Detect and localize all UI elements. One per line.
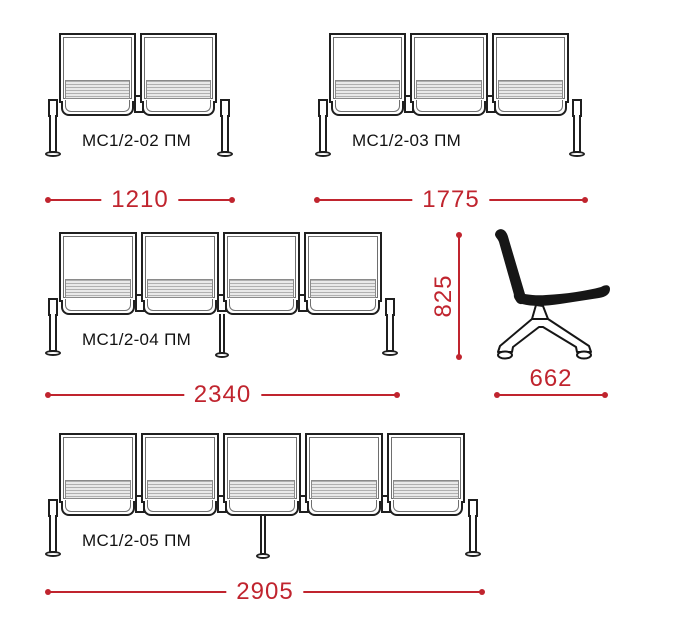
seat-mesh-panel bbox=[146, 80, 211, 99]
leg-foot bbox=[465, 551, 481, 557]
depth-dimension bbox=[497, 365, 605, 396]
seat-back bbox=[410, 33, 487, 103]
leg-foot bbox=[382, 350, 398, 356]
dimension-value: 1210 bbox=[101, 188, 178, 212]
bench-end-leg bbox=[48, 99, 58, 163]
length-dimension bbox=[317, 186, 585, 213]
dimension-line bbox=[499, 394, 603, 396]
bench-3-seat-figure bbox=[318, 33, 582, 165]
seat-pan-inner-line bbox=[65, 100, 130, 112]
seat-back bbox=[223, 433, 301, 503]
seat-mesh-panel bbox=[416, 80, 481, 99]
seat-pan-inner-line bbox=[146, 100, 211, 112]
bench-end-leg bbox=[220, 99, 230, 163]
seat-mesh-panel bbox=[147, 279, 213, 298]
seat-mesh-panel bbox=[147, 480, 213, 499]
dimension-endpoint-dot bbox=[314, 197, 320, 203]
seat-pan bbox=[225, 501, 299, 516]
seat-mesh-panel bbox=[311, 480, 377, 499]
leg-foot bbox=[315, 151, 331, 157]
leg-post bbox=[221, 115, 229, 153]
leg-post bbox=[49, 515, 57, 553]
chair-stem bbox=[532, 305, 548, 319]
dimension-endpoint-dot bbox=[494, 392, 500, 398]
leg-post bbox=[219, 314, 225, 354]
chair-base-legs bbox=[498, 319, 591, 352]
seat-back bbox=[141, 232, 219, 302]
seat-pan bbox=[307, 501, 381, 516]
seat-back bbox=[387, 433, 465, 503]
leg-foot bbox=[45, 551, 61, 557]
dimension-endpoint-dot bbox=[45, 197, 51, 203]
leg-post bbox=[319, 115, 327, 153]
dimension-endpoint-dot bbox=[394, 392, 400, 398]
seat-mesh-panel bbox=[65, 480, 131, 499]
dimension-value: 1775 bbox=[412, 188, 489, 212]
chair-foot-left bbox=[498, 352, 512, 359]
bench-end-leg bbox=[48, 499, 58, 563]
dimension-value: 662 bbox=[529, 365, 573, 392]
chair-backrest bbox=[495, 229, 526, 304]
seat-back bbox=[59, 33, 136, 103]
chair-side-view-svg bbox=[486, 226, 618, 366]
seat-pan bbox=[61, 300, 135, 315]
seat-pan-inner-line bbox=[229, 299, 295, 311]
seat-pan-inner-line bbox=[393, 500, 459, 512]
dimension-value: 2905 bbox=[226, 580, 303, 604]
length-dimension bbox=[48, 381, 397, 408]
length-dimension bbox=[48, 186, 232, 213]
seat-pan-inner-line bbox=[335, 100, 400, 112]
seat-pan-inner-line bbox=[498, 100, 563, 112]
seat-pan bbox=[306, 300, 380, 315]
leg-foot bbox=[215, 352, 229, 358]
seat-pan bbox=[143, 300, 217, 315]
leg-post bbox=[573, 115, 581, 153]
bench-end-leg bbox=[468, 499, 478, 563]
leg-foot bbox=[256, 553, 270, 559]
seat-pan-inner-line bbox=[416, 100, 481, 112]
seat-pan-inner-line bbox=[229, 500, 295, 512]
height-dimension bbox=[430, 234, 460, 358]
seat-pan-inner-line bbox=[311, 500, 377, 512]
dimension-line bbox=[458, 236, 460, 356]
seat-back bbox=[59, 232, 137, 302]
dimension-value: 825 bbox=[430, 274, 457, 318]
seat-pan bbox=[61, 501, 135, 516]
seat-back bbox=[304, 232, 382, 302]
seat-mesh-panel bbox=[229, 279, 295, 298]
seat-pan-inner-line bbox=[310, 299, 376, 311]
bench-2-seat-figure bbox=[48, 33, 230, 165]
seat-mesh-panel bbox=[229, 480, 295, 499]
bench-middle-leg bbox=[260, 515, 266, 561]
dimension-endpoint-dot bbox=[582, 197, 588, 203]
seat-pan bbox=[412, 101, 485, 116]
seat-pan bbox=[142, 101, 215, 116]
bench-end-leg bbox=[48, 298, 58, 362]
leg-foot bbox=[217, 151, 233, 157]
dimension-endpoint-dot bbox=[456, 232, 462, 238]
leg-foot bbox=[569, 151, 585, 157]
seat-mesh-panel bbox=[335, 80, 400, 99]
seat-pan-inner-line bbox=[65, 299, 131, 311]
bench-end-leg bbox=[385, 298, 395, 362]
seat-back bbox=[329, 33, 406, 103]
seat-back bbox=[59, 433, 137, 503]
leg-post bbox=[49, 115, 57, 153]
leg-foot bbox=[45, 350, 61, 356]
seat-pan bbox=[143, 501, 217, 516]
seat-pan bbox=[331, 101, 404, 116]
leg-post bbox=[260, 515, 266, 555]
dimension-endpoint-dot bbox=[479, 589, 485, 595]
dimension-endpoint-dot bbox=[456, 354, 462, 360]
leg-foot bbox=[45, 151, 61, 157]
bench-5-seat-figure bbox=[48, 433, 478, 565]
seat-pan bbox=[225, 300, 299, 315]
seat-pan-inner-line bbox=[147, 500, 213, 512]
dimension-value: 2340 bbox=[184, 383, 261, 407]
seat-back bbox=[223, 232, 301, 302]
length-dimension bbox=[48, 578, 482, 605]
seat-back bbox=[492, 33, 569, 103]
bench-end-leg bbox=[572, 99, 582, 163]
leg-post bbox=[49, 314, 57, 352]
bench-model-label: МС1/2-04 ПМ bbox=[82, 330, 192, 349]
dimension-endpoint-dot bbox=[45, 589, 51, 595]
bench-model-label: МС1/2-02 ПМ bbox=[82, 131, 192, 150]
seat-mesh-panel bbox=[65, 80, 130, 99]
bench-end-leg bbox=[318, 99, 328, 163]
leg-post bbox=[386, 314, 394, 352]
dimension-endpoint-dot bbox=[45, 392, 51, 398]
bench-model-label: МС1/2-05 ПМ bbox=[82, 531, 192, 550]
chair-foot-right bbox=[577, 352, 591, 359]
chair-side-view bbox=[486, 226, 618, 366]
seat-pan bbox=[494, 101, 567, 116]
bench-4-seat-figure bbox=[48, 232, 395, 364]
bench-middle-leg bbox=[219, 314, 225, 360]
bench-model-label: МС1/2-03 ПМ bbox=[352, 131, 462, 150]
seat-mesh-panel bbox=[310, 279, 376, 298]
seat-mesh-panel bbox=[393, 480, 459, 499]
seat-back bbox=[305, 433, 383, 503]
seat-back bbox=[140, 33, 217, 103]
chair-seat bbox=[514, 285, 610, 306]
seat-mesh-panel bbox=[498, 80, 563, 99]
seat-pan-inner-line bbox=[65, 500, 131, 512]
seat-back bbox=[141, 433, 219, 503]
seat-pan-inner-line bbox=[147, 299, 213, 311]
dimension-endpoint-dot bbox=[229, 197, 235, 203]
leg-post bbox=[469, 515, 477, 553]
seat-mesh-panel bbox=[65, 279, 131, 298]
seat-pan bbox=[389, 501, 463, 516]
dimension-endpoint-dot bbox=[602, 392, 608, 398]
seat-pan bbox=[61, 101, 134, 116]
